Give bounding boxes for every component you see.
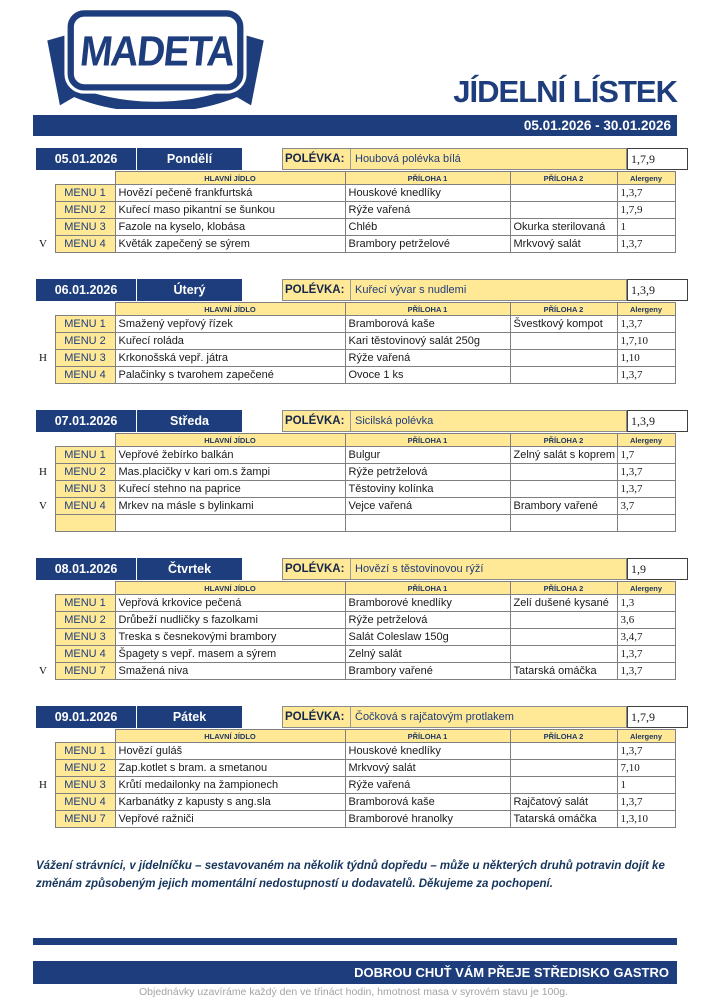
main-dish: Vepřová krkovice pečená — [115, 595, 345, 612]
menu-row — [36, 515, 675, 532]
diet-flag — [36, 447, 55, 464]
day-date: 08.01.2026 — [36, 558, 137, 580]
diet-flag — [36, 743, 55, 760]
footer-rule — [33, 938, 677, 945]
main-dish: Karbanátky z kapusty s ang.sla — [115, 794, 345, 811]
menu-row — [36, 367, 675, 384]
side-dish-2 — [510, 481, 617, 498]
table-header-row — [36, 172, 675, 185]
diet-flag — [36, 612, 55, 629]
col-header-allergens: Alergeny — [617, 434, 675, 447]
main-dish: Vepřové žebírko balkán — [115, 447, 345, 464]
allergens: 3,4,7 — [617, 629, 675, 646]
soup-name: Houbová polévka bílá — [355, 153, 461, 165]
col-header-side1: PŘÍLOHA 1 — [345, 434, 510, 447]
side-dish-1 — [345, 515, 510, 532]
day-header-bar — [36, 279, 242, 301]
side-dish-1: Brambory petrželové — [345, 236, 510, 253]
menu-number-label: MENU 2 — [55, 612, 115, 629]
menu-number-label: MENU 2 — [55, 760, 115, 777]
allergens: 1,3,10 — [617, 811, 675, 828]
soup-cell — [282, 410, 627, 432]
day-block — [36, 558, 707, 680]
day-name: Úterý — [173, 283, 206, 297]
diet-flag — [36, 481, 55, 498]
side-dish-1: Vejce vařená — [345, 498, 510, 515]
allergens: 1,3,7 — [617, 185, 675, 202]
soup-allergens: 1,7,9 — [627, 706, 688, 728]
day-header-bar — [36, 148, 242, 170]
menu-number-label: MENU 2 — [55, 333, 115, 350]
soup-name: Čočková s rajčatovým protlakem — [355, 711, 514, 723]
soup-allergens: 1,3,9 — [627, 279, 688, 301]
allergens: 1,7,10 — [617, 333, 675, 350]
page-header — [0, 0, 707, 138]
menu-row — [36, 777, 675, 794]
diet-flag — [36, 219, 55, 236]
soup-cell — [282, 706, 627, 728]
soup-label: POLÉVKA: — [283, 280, 351, 300]
allergens: 7,10 — [617, 760, 675, 777]
side-dish-1: Salát Coleslaw 150g — [345, 629, 510, 646]
soup-row — [282, 558, 688, 580]
menu-row — [36, 760, 675, 777]
main-dish: Kuřecí maso pikantní se šunkou — [115, 202, 345, 219]
col-header-allergens: Alergeny — [617, 172, 675, 185]
col-header-side1: PŘÍLOHA 1 — [345, 303, 510, 316]
col-header-allergens: Alergeny — [617, 730, 675, 743]
col-header-main: HLAVNÍ JÍDLO — [115, 582, 345, 595]
allergens — [617, 515, 675, 532]
day-menu-table — [36, 581, 676, 680]
diet-flag — [36, 316, 55, 333]
side-dish-2: Mrkvový salát — [510, 236, 617, 253]
col-header-main: HLAVNÍ JÍDLO — [115, 172, 345, 185]
soup-label: POLÉVKA: — [283, 149, 351, 169]
col-header-side2: PŘÍLOHA 2 — [510, 582, 617, 595]
day-name: Středa — [170, 414, 209, 428]
menu-number-label: MENU 4 — [55, 498, 115, 515]
allergens: 1,3,7 — [617, 646, 675, 663]
menu-number-label: MENU 1 — [55, 743, 115, 760]
side-dish-2 — [510, 612, 617, 629]
soup-allergens: 1,3,9 — [627, 410, 688, 432]
madeta-logo — [38, 8, 273, 109]
main-dish: Hovězí guláš — [115, 743, 345, 760]
menu-number-label — [55, 515, 115, 532]
day-date: 06.01.2026 — [36, 279, 137, 301]
diet-flag: V — [39, 500, 47, 512]
side-dish-1: Rýže vařená — [345, 777, 510, 794]
menu-number-label: MENU 2 — [55, 202, 115, 219]
soup-allergens: 1,9 — [627, 558, 688, 580]
menu-days — [0, 148, 707, 828]
main-dish: Hovězí pečeně frankfurtská — [115, 185, 345, 202]
soup-label: POLÉVKA: — [283, 559, 351, 579]
main-dish: Mrkev na másle s bylinkami — [115, 498, 345, 515]
main-dish: Drůbeží nudličky s fazolkami — [115, 612, 345, 629]
menu-row — [36, 646, 675, 663]
allergens: 1,7,9 — [617, 202, 675, 219]
side-dish-1: Rýže petrželová — [345, 612, 510, 629]
orders-note: Objednávky uzavíráme každý den ve třináct hodin, hmotnost masa v syrovém stavu je 100g. — [139, 986, 568, 998]
menu-row — [36, 464, 675, 481]
side-dish-2 — [510, 515, 617, 532]
menu-row — [36, 743, 675, 760]
diet-flag — [36, 333, 55, 350]
menu-row — [36, 794, 675, 811]
menu-number-label: MENU 4 — [55, 236, 115, 253]
soup-label: POLÉVKA: — [283, 411, 351, 431]
side-dish-1: Rýže vařená — [345, 202, 510, 219]
allergens: 1,3,7 — [617, 464, 675, 481]
allergens: 1,3,7 — [617, 367, 675, 384]
soup-name: Sicilská polévka — [355, 415, 434, 427]
diet-flag — [36, 794, 55, 811]
col-header-main: HLAVNÍ JÍDLO — [115, 303, 345, 316]
side-dish-1: Bramborové knedlíky — [345, 595, 510, 612]
soup-cell — [282, 148, 627, 170]
side-dish-1: Mrkvový salát — [345, 760, 510, 777]
diet-flag: H — [39, 466, 47, 478]
menu-row — [36, 219, 675, 236]
allergens: 1,10 — [617, 350, 675, 367]
allergens: 1,7 — [617, 447, 675, 464]
table-header-row — [36, 434, 675, 447]
side-dish-1: Houskové knedlíky — [345, 185, 510, 202]
menu-number-label: MENU 4 — [55, 794, 115, 811]
soup-cell — [282, 558, 627, 580]
page-title: JÍDELNÍ LÍSTEK — [453, 74, 677, 109]
soup-row — [282, 148, 688, 170]
side-dish-2: Okurka sterilovaná — [510, 219, 617, 236]
day-block — [36, 279, 707, 384]
col-header-main: HLAVNÍ JÍDLO — [115, 730, 345, 743]
menu-row — [36, 481, 675, 498]
side-dish-1: Zelný salát — [345, 646, 510, 663]
col-header-side2: PŘÍLOHA 2 — [510, 434, 617, 447]
main-dish: Špagety s vepř. masem a sýrem — [115, 646, 345, 663]
menu-number-label: MENU 1 — [55, 595, 115, 612]
diet-flag: V — [39, 238, 47, 250]
main-dish: Krkonošská vepř. játra — [115, 350, 345, 367]
col-header-main: HLAVNÍ JÍDLO — [115, 434, 345, 447]
col-header-side2: PŘÍLOHA 2 — [510, 303, 617, 316]
menu-row — [36, 202, 675, 219]
allergens: 1,3,7 — [617, 316, 675, 333]
side-dish-2 — [510, 333, 617, 350]
diet-flag — [36, 367, 55, 384]
day-menu-table — [36, 171, 676, 253]
menu-number-label: MENU 3 — [55, 481, 115, 498]
diet-flag — [36, 595, 55, 612]
diet-flag: V — [39, 665, 47, 677]
menu-row — [36, 333, 675, 350]
day-block — [36, 706, 707, 828]
side-dish-2: Rajčatový salát — [510, 794, 617, 811]
side-dish-2 — [510, 777, 617, 794]
main-dish: Zap.kotlet s bram. a smetanou — [115, 760, 345, 777]
side-dish-1: Bramborové hranolky — [345, 811, 510, 828]
day-header-bar — [36, 558, 242, 580]
soup-allergens: 1,7,9 — [627, 148, 688, 170]
side-dish-2: Tatarská omáčka — [510, 663, 617, 680]
side-dish-1: Chléb — [345, 219, 510, 236]
menu-number-label: MENU 3 — [55, 219, 115, 236]
allergens: 1,3 — [617, 595, 675, 612]
menu-row — [36, 629, 675, 646]
gastro-banner: DOBROU CHUŤ VÁM PŘEJE STŘEDISKO GASTRO — [33, 961, 677, 984]
soup-name: Kuřecí vývar s nudlemi — [355, 284, 467, 296]
diet-flag — [36, 515, 55, 532]
menu-number-label: MENU 4 — [55, 646, 115, 663]
day-name: Pátek — [172, 710, 207, 724]
side-dish-2 — [510, 760, 617, 777]
allergens: 1,3,7 — [617, 743, 675, 760]
menu-number-label: MENU 3 — [55, 350, 115, 367]
menu-row — [36, 612, 675, 629]
allergens: 1 — [617, 219, 675, 236]
table-header-row — [36, 303, 675, 316]
allergens: 1 — [617, 777, 675, 794]
menu-number-label: MENU 3 — [55, 629, 115, 646]
main-dish: Smažená niva — [115, 663, 345, 680]
diet-flag — [36, 646, 55, 663]
side-dish-1: Bramborová kaše — [345, 316, 510, 333]
side-dish-2 — [510, 202, 617, 219]
side-dish-1: Bramborová kaše — [345, 794, 510, 811]
side-dish-1: Brambory vařené — [345, 663, 510, 680]
day-menu-table — [36, 302, 676, 384]
day-date: 05.01.2026 — [36, 148, 137, 170]
main-dish: Palačinky s tvarohem zapečené — [115, 367, 345, 384]
day-header-bar — [36, 706, 242, 728]
side-dish-1: Těstoviny kolínka — [345, 481, 510, 498]
side-dish-2 — [510, 743, 617, 760]
menu-row — [36, 185, 675, 202]
soup-cell — [282, 279, 627, 301]
diet-flag: H — [39, 779, 47, 791]
main-dish: Krůtí medailonky na žampionech — [115, 777, 345, 794]
menu-row — [36, 663, 675, 680]
main-dish: Smažený vepřový řízek — [115, 316, 345, 333]
col-header-side1: PŘÍLOHA 1 — [345, 730, 510, 743]
allergens: 3,6 — [617, 612, 675, 629]
allergens: 1,3,7 — [617, 794, 675, 811]
menu-number-label: MENU 2 — [55, 464, 115, 481]
main-dish: Treska s česnekovými brambory — [115, 629, 345, 646]
date-range: 05.01.2026 - 30.01.2026 — [523, 118, 671, 133]
day-menu-table — [36, 433, 676, 532]
col-header-side1: PŘÍLOHA 1 — [345, 172, 510, 185]
menu-row — [36, 236, 675, 253]
col-header-side2: PŘÍLOHA 2 — [510, 172, 617, 185]
menu-number-label: MENU 4 — [55, 367, 115, 384]
allergens: 3,7 — [617, 498, 675, 515]
menu-number-label: MENU 1 — [55, 447, 115, 464]
menu-number-label: MENU 1 — [55, 185, 115, 202]
main-dish — [115, 515, 345, 532]
side-dish-1: Ovoce 1 ks — [345, 367, 510, 384]
day-menu-table — [36, 729, 676, 828]
main-dish: Květák zapečený se sýrem — [115, 236, 345, 253]
side-dish-2: Zelný salát s koprem — [510, 447, 617, 464]
soup-row — [282, 706, 688, 728]
side-dish-2 — [510, 629, 617, 646]
diet-flag — [36, 811, 55, 828]
main-dish: Fazole na kyselo, klobása — [115, 219, 345, 236]
side-dish-1: Rýže petrželová — [345, 464, 510, 481]
side-dish-1: Kari těstovinový salát 250g — [345, 333, 510, 350]
allergens: 1,3,7 — [617, 481, 675, 498]
menu-row — [36, 447, 675, 464]
side-dish-1: Rýže vařená — [345, 350, 510, 367]
main-dish: Vepřové ražniči — [115, 811, 345, 828]
day-block — [36, 410, 707, 532]
diet-flag — [36, 629, 55, 646]
day-block — [36, 148, 707, 253]
day-header-bar — [36, 410, 242, 432]
allergens: 1,3,7 — [617, 663, 675, 680]
allergens: 1,3,7 — [617, 236, 675, 253]
side-dish-2: Tatarská omáčka — [510, 811, 617, 828]
soup-row — [282, 410, 688, 432]
side-dish-2 — [510, 367, 617, 384]
col-header-side1: PŘÍLOHA 1 — [345, 582, 510, 595]
diet-flag — [36, 185, 55, 202]
side-dish-2: Brambory vařené — [510, 498, 617, 515]
main-dish: Kuřecí roláda — [115, 333, 345, 350]
diet-flag: H — [39, 352, 47, 364]
menu-number-label: MENU 3 — [55, 777, 115, 794]
menu-number-label: MENU 7 — [55, 811, 115, 828]
side-dish-2: Zelí dušené kysané — [510, 595, 617, 612]
soup-name: Hovězí s těstovinovou rýží — [355, 563, 484, 575]
menu-row — [36, 316, 675, 333]
col-header-side2: PŘÍLOHA 2 — [510, 730, 617, 743]
logo-text: MADETA — [77, 28, 251, 76]
side-dish-2 — [510, 464, 617, 481]
menu-row — [36, 595, 675, 612]
menu-row — [36, 350, 675, 367]
side-dish-2 — [510, 185, 617, 202]
day-date: 09.01.2026 — [36, 706, 137, 728]
table-header-row — [36, 730, 675, 743]
menu-row — [36, 811, 675, 828]
side-dish-1: Houskové knedlíky — [345, 743, 510, 760]
menu-row — [36, 498, 675, 515]
menu-number-label: MENU 7 — [55, 663, 115, 680]
side-dish-1: Bulgur — [345, 447, 510, 464]
soup-row — [282, 279, 688, 301]
date-range-bar — [33, 115, 677, 136]
main-dish: Kuřecí stehno na paprice — [115, 481, 345, 498]
side-dish-2 — [510, 350, 617, 367]
side-dish-2: Švestkový kompot — [510, 316, 617, 333]
col-header-allergens: Alergeny — [617, 582, 675, 595]
day-date: 07.01.2026 — [36, 410, 137, 432]
day-name: Čtvrtek — [167, 562, 212, 576]
col-header-allergens: Alergeny — [617, 303, 675, 316]
diet-flag — [36, 202, 55, 219]
soup-label: POLÉVKA: — [283, 707, 351, 727]
availability-note: Vážení strávníci, v jídelníčku – sestavovaném na několik týdnů dopředu – může u některých druhů potravin dojít ke změnám způsobeným jejich momentální nedostupností u dodavatelů. Děkujeme za pochopení. — [36, 860, 665, 890]
menu-number-label: MENU 1 — [55, 316, 115, 333]
side-dish-2 — [510, 646, 617, 663]
main-dish: Mas.placičky v kari om.s žampi — [115, 464, 345, 481]
table-header-row — [36, 582, 675, 595]
day-name: Pondělí — [166, 152, 213, 166]
diet-flag — [36, 760, 55, 777]
